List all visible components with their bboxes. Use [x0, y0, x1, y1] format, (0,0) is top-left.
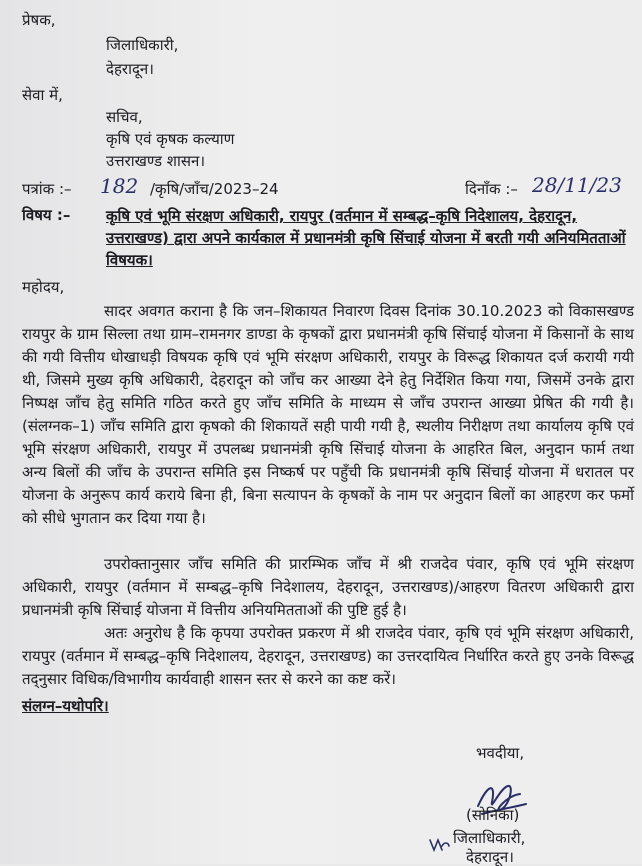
signatory-title: जिलाधिकारी,	[453, 829, 526, 847]
reference-label: पत्रांक :–	[22, 180, 72, 198]
signatory-place: देहरादून।	[466, 848, 514, 866]
paragraph-2: उपरोक्तानुसार जाँच समिति की प्रारम्भिक जाँच में श्री राजदेव पंवार, कृषि एवं भूमि संरक्षण अधिकारी, रायपुर (वर्तमान में सम्बद्ध–कृषि निदेशालय, देहरादून, उत्तराखण्ड)/आहरण वितरण अधिकारी द्वारा प्रधानमंत्री कृषि सिंचाई योजना में वित्तीय अनियमितताओं की पुष्टि हुई है।	[22, 555, 634, 619]
paragraph-3: अतः अनुरोध है कि कृपया उपरोक्त प्रकरण में श्री राजदेव पंवार, कृषि एवं भूमि संरक्षण अधिकारी, रायपुर (वर्तमान में सम्बद्ध–कृषि निदेशालय, देहरादून, उत्तराखण्ड) का उत्तरदायित्व निर्धारित करते हुए उनके विरूद्ध तद्नुसार विधिक/विभागीय कार्यवाही शासन स्तर से करने का कष्ट करें।	[22, 624, 634, 688]
enclosure-note: संलग्न–यथोपरि।	[22, 697, 109, 715]
reference-number: 182	[100, 174, 139, 198]
date-value: 28/11/23	[532, 173, 622, 197]
recipient-line3: उत्तराखण्ड शासन।	[106, 152, 206, 170]
paragraph-1: सादर अवगत कराना है कि जन–शिकायत निवारण दिवस दिनांक 30.10.2023 को विकासखण्ड रायपुर के ग्राम सिल्ला तथा ग्राम–रामनगर डाण्डा के कृषकों द्वारा प्रधानमंत्री कृषि सिंचाई योजना में किसानों के साथ की गयी वित्तीय धोखाधड़ी विषयक कृषि एवं भूमि संरक्षण अधिकारी, रायपुर के विरूद्ध शिकायत दर्ज करायी गयी थी, जिसमे मुख्य कृषि अधिकारी, देहरादून को जाँच कर आख्या देने हेतु निर्देशित किया गया, जिसमें उनके द्वारा निष्पक्ष जाँच हेतु समिति गठित करते हुए जाँच समिति के माध्यम से जाँच उपरान्त आख्या प्रेषित की गयी है।(संलग्नक–1) जाँच समिति द्वारा कृषको की शिकायतें सही पायी गयी है, स्थलीय निरीक्षण तथा कार्यालय कृषि एवं भूमि संरक्षण अधिकारी, रायपुर में उपलब्ध प्रधानमंत्री कृषि सिंचाई योजना के आहरित बिल, अनुदान फार्म तथा अन्य बिलों की जाँच के उपरान्त समिति इस निष्कर्ष पर पहुँची कि प्रधानमंत्री कृषि सिंचाई योजना में धरातल पर योजना के अनुरूप कार्य कराये बिना ही, बिना सत्यापन के कृषकों के नाम पर अनुदान बिलों का आहरण कर फर्मो को सीधे भुगतान कर दिया गया है।	[22, 302, 634, 527]
sender-label: प्रेषक,	[22, 11, 56, 29]
subject-label: विषय :–	[22, 206, 71, 224]
initials	[428, 836, 450, 854]
signatory-name: (सोनिका)	[466, 806, 520, 824]
sender-name: जिलाधिकारी,	[106, 36, 179, 54]
closing: भवदीया,	[476, 744, 525, 762]
recipient-line1: सचिव,	[106, 108, 143, 126]
sender-place: देहरादून।	[106, 60, 154, 78]
subject-text: कृषि एवं भूमि संरक्षण अधिकारी, रायपुर (वर्तमान में सम्बद्ध–कृषि निदेशालय, देहरादून, उत्तराखण्ड) द्वारा अपने कार्यकाल में प्रधानमंत्री कृषि सिंचाई योजना में बरती गयी अनियमितताओं विषयक।	[106, 207, 626, 269]
date-label: दिनाँक :–	[465, 180, 518, 198]
reference-suffix: /कृषि/जाँच/2023–24	[150, 180, 279, 198]
recipient-label: सेवा में,	[22, 86, 63, 104]
recipient-line2: कृषि एवं कृषक कल्याण	[106, 130, 235, 148]
salutation: महोदय,	[22, 278, 65, 296]
